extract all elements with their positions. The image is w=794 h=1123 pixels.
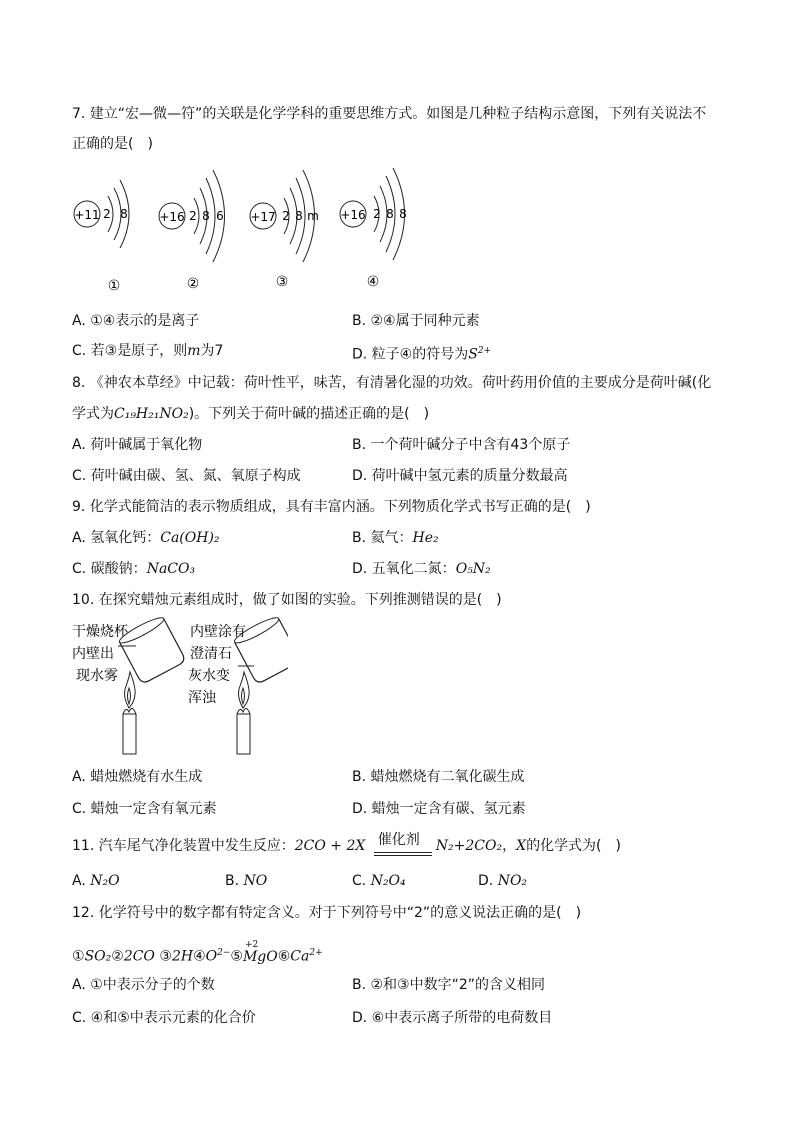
q9-option-c[interactable]: [72, 559, 195, 579]
q9-option-b-text: B. 氦气：: [352, 530, 413, 546]
q12-s4-num: ④: [193, 948, 206, 965]
q11-option-b-letter: B.: [225, 873, 244, 889]
q7-option-c-var: m: [187, 343, 201, 359]
q12-s3: 2H: [171, 948, 194, 965]
q7-option-d[interactable]: [352, 341, 491, 365]
particle-4-shell-2: 8: [386, 207, 394, 221]
left-candle: [123, 714, 136, 754]
q12-option-c[interactable]: C. ④和⑤中表示元素的化合价: [72, 1010, 256, 1026]
q12-option-d[interactable]: D. ⑥中表示离子所带的电荷数目: [352, 1010, 553, 1026]
particle-3-shell-1: 2: [282, 209, 290, 223]
q11-x: X: [516, 838, 527, 854]
q9-option-a-text: A. 氢氧化钙：: [72, 530, 161, 546]
q12-s3-num: ③: [159, 948, 172, 965]
q12-s2: 2CO: [123, 948, 155, 965]
q7-option-c[interactable]: [72, 341, 223, 361]
right-label-2: 澄清石: [190, 646, 232, 662]
particle-3-diagram: [250, 170, 319, 290]
q8-option-a[interactable]: A. 荷叶碱属于氧化物: [72, 437, 203, 453]
particle-2-label: ②: [186, 276, 200, 292]
q12-option-a[interactable]: A. ①中表示分子的个数: [72, 977, 215, 993]
q12-s4-charge: 2−: [217, 948, 231, 958]
particle-4-nucleus: +16: [340, 208, 366, 222]
particle-2-nucleus: +16: [159, 210, 185, 224]
q12-s1: SO₂: [84, 948, 112, 965]
q11-reactants: 2CO + 2X: [294, 838, 366, 854]
particle-3-shell-2: 8: [295, 209, 303, 223]
q11-option-a-letter: A.: [72, 873, 91, 889]
q12-s5: [242, 939, 278, 967]
particle-1-shell-1: 2: [103, 207, 111, 221]
q7-option-d-text: D. 粒子④的符号为: [352, 346, 469, 363]
q11-comma: ，: [502, 838, 517, 854]
q11-stem-tail: 的化学式为( ): [526, 838, 621, 854]
particle-1-label: ①: [107, 278, 121, 294]
q8-stem-line2: [72, 404, 429, 424]
right-label-4: 浑浊: [188, 690, 216, 706]
q10-option-b[interactable]: B. 蜡烛燃烧有二氧化碳生成: [352, 769, 525, 785]
q11-option-c-letter: C.: [352, 873, 371, 889]
q12-s6-num: ⑥: [277, 948, 291, 965]
q11-option-c[interactable]: [352, 871, 406, 891]
left-label-3: 现水雾: [76, 668, 118, 684]
particle-4-label: ④: [366, 274, 380, 290]
q10-option-d[interactable]: D. 蜡烛一定含有碳、氢元素: [352, 801, 526, 817]
q9-option-c-formula: NaCO₃: [146, 561, 196, 577]
right-label-3: 灰水变: [188, 668, 230, 684]
q11-catalyst-arrow: [374, 832, 432, 856]
particle-1-diagram: [74, 180, 129, 294]
particle-4-shell-3: 8: [399, 207, 407, 221]
q7-stem-line2: 正确的是( ): [72, 136, 153, 152]
q8-formula: C₁₉H₂₁NO₂: [114, 406, 189, 422]
q8-stem-line2-text: 学式为: [72, 406, 114, 422]
q12-symbols: [72, 939, 323, 967]
q11-option-a-formula: N₂O: [90, 873, 120, 889]
q7-option-a[interactable]: A. ①④表示的是离子: [72, 313, 200, 329]
left-label-2: 内壁出: [72, 646, 114, 662]
right-candle: [237, 714, 250, 754]
particle-4-diagram: [340, 168, 407, 290]
particle-2-shell-1: 2: [189, 209, 197, 223]
q10-option-a[interactable]: A. 蜡烛燃烧有水生成: [72, 769, 203, 785]
particle-1-shell-2: 8: [120, 207, 128, 221]
q9-option-b-formula: He₂: [412, 530, 439, 546]
left-label-1: 干燥烧杯: [72, 624, 128, 640]
q9-option-d[interactable]: [352, 559, 491, 579]
q9-option-a-formula: Ca(OH)₂: [160, 530, 220, 546]
particle-2-shell-2: 8: [202, 209, 210, 223]
q12-s5-num: ⑤: [230, 948, 243, 965]
q8-option-d[interactable]: D. 荷叶碱中氢元素的质量分数最高: [352, 468, 568, 484]
right-label-1: 内壁涂有: [190, 624, 246, 640]
q11-option-d-letter: D.: [478, 873, 498, 889]
q12-s5-formula: MgO: [242, 948, 278, 965]
q12-option-b[interactable]: B. ②和③中数字“2”的含义相同: [352, 977, 546, 993]
q12-stem: 12. 化学符号中的数字都有特定含义。对于下列符号中“2”的意义说法正确的是( ): [72, 905, 582, 921]
q9-option-d-text: D. 五氧化二氮：: [352, 561, 456, 577]
q11-option-d[interactable]: [478, 871, 527, 891]
q11-catalyst: 催化剂: [377, 832, 420, 848]
q11-option-b-formula: NO: [243, 873, 268, 889]
particle-4-shell-1: 2: [373, 207, 381, 221]
q8-stem-line1: 8. 《神农本草经》中记载：荷叶性平，味苦，有清暑化湿的功效。荷叶药用价值的主要成分是荷叶碱(化: [72, 375, 712, 391]
particle-2-shell-3: 6: [216, 209, 224, 223]
q7-option-c-tail: 为7: [200, 343, 224, 359]
q8-option-c[interactable]: C. 荷叶碱由碳、氢、氮、氧原子构成: [72, 468, 301, 484]
q8-stem-line2-tail: )。下列关于荷叶碱的描述正确的是( ): [188, 406, 430, 422]
q11-stem-text: 11. 汽车尾气净化装置中发生反应：: [72, 838, 295, 854]
q12-s2-num: ②: [111, 948, 124, 965]
q9-option-d-formula: O₅N₂: [455, 561, 491, 577]
q8-option-b[interactable]: B. 一个荷叶碱分子中含有43个原子: [352, 437, 571, 453]
q12-s6-charge: 2+: [309, 948, 323, 958]
particle-3-label: ③: [275, 274, 289, 290]
q11-stem: [72, 832, 621, 856]
q11-option-c-formula: N₂O₄: [370, 873, 406, 889]
particle-3-shell-3: m: [307, 209, 319, 223]
q11-option-a[interactable]: [72, 871, 120, 891]
q12-s4: O: [205, 948, 218, 965]
particle-2-diagram: [159, 170, 225, 292]
q7-option-d-charge: 2+: [477, 346, 492, 356]
q7-option-c-text: C. 若③是原子，则: [72, 343, 188, 359]
particle-1-nucleus: +11: [74, 208, 100, 222]
q10-option-c[interactable]: C. 蜡烛一定含有氧元素: [72, 801, 217, 817]
q9-option-b[interactable]: [352, 528, 439, 548]
q10-stem: 10. 在探究蜡烛元素组成时，做了如图的实验。下列推测错误的是( ): [72, 592, 502, 608]
q12-s6: Ca: [290, 948, 310, 965]
q11-option-b[interactable]: [225, 871, 267, 891]
q11-products: N₂+2CO₂: [435, 838, 503, 854]
q12-s1-num: ①: [72, 948, 85, 965]
q10-experiment-figure: [68, 616, 288, 761]
q7-stem-line1: 7. 建立“宏—微—符”的关联是化学学科的重要思维方式。如图是几种粒子结构示意图，下列有关说法不: [72, 106, 707, 122]
q7-option-b[interactable]: B. ②④属于同种元素: [352, 313, 480, 329]
q9-stem: 9. 化学式能简洁的表示物质组成，具有丰富内涵。下列物质化学式书写正确的是( ): [72, 499, 591, 515]
q12-s5-valence: +2: [244, 939, 259, 950]
q9-option-c-text: C. 碳酸钠：: [72, 561, 147, 577]
q9-option-a[interactable]: [72, 528, 220, 548]
q7-particle-diagrams: [60, 168, 460, 298]
q7-option-d-symbol: S: [468, 346, 478, 363]
q11-option-d-formula: NO₂: [497, 873, 528, 889]
particle-3-nucleus: +17: [250, 210, 276, 224]
